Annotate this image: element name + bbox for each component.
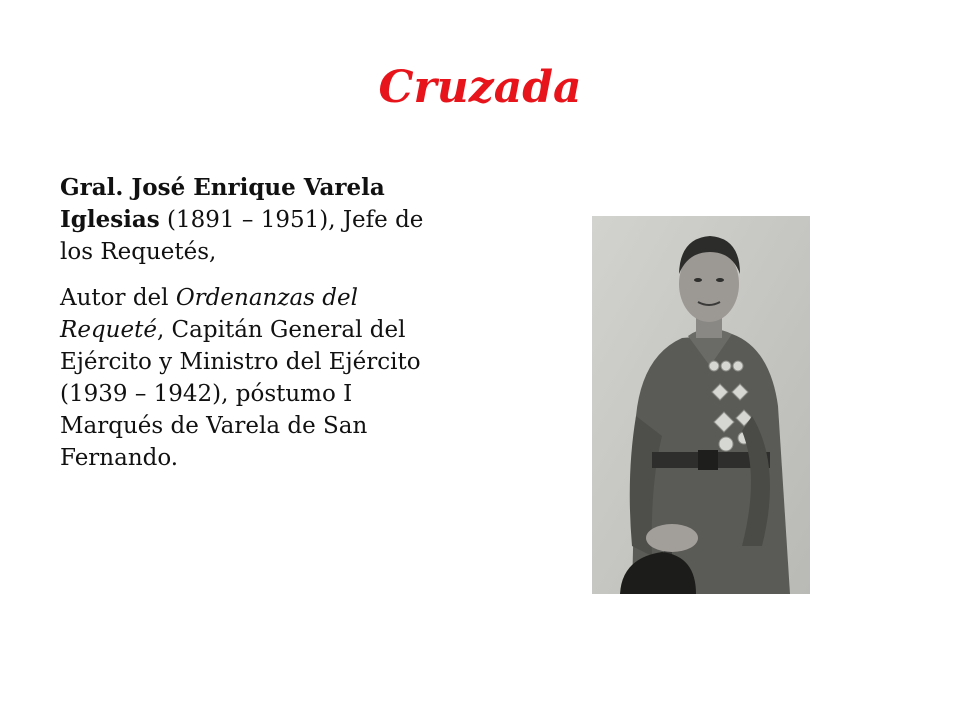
portrait-photo [592,216,810,594]
paragraph-name-rest: (1891 – 1951), Jefe de los Requetés, [60,207,424,265]
book-title: Ordenanzas del Requeté [60,285,358,343]
bio-pre: Autor del [60,285,176,311]
paragraph-name [60,172,460,268]
bio-post: , Capitán General del Ejército y Ministro del Ejército (1939 – 1942), póstumo I Marqués de Varela de San Fernando. [60,317,421,471]
general-name: Gral. José Enrique Varela Iglesias [60,174,385,233]
paragraph-bio [60,282,460,474]
body-text [60,172,460,488]
slide-title: Cruzada [378,62,582,113]
